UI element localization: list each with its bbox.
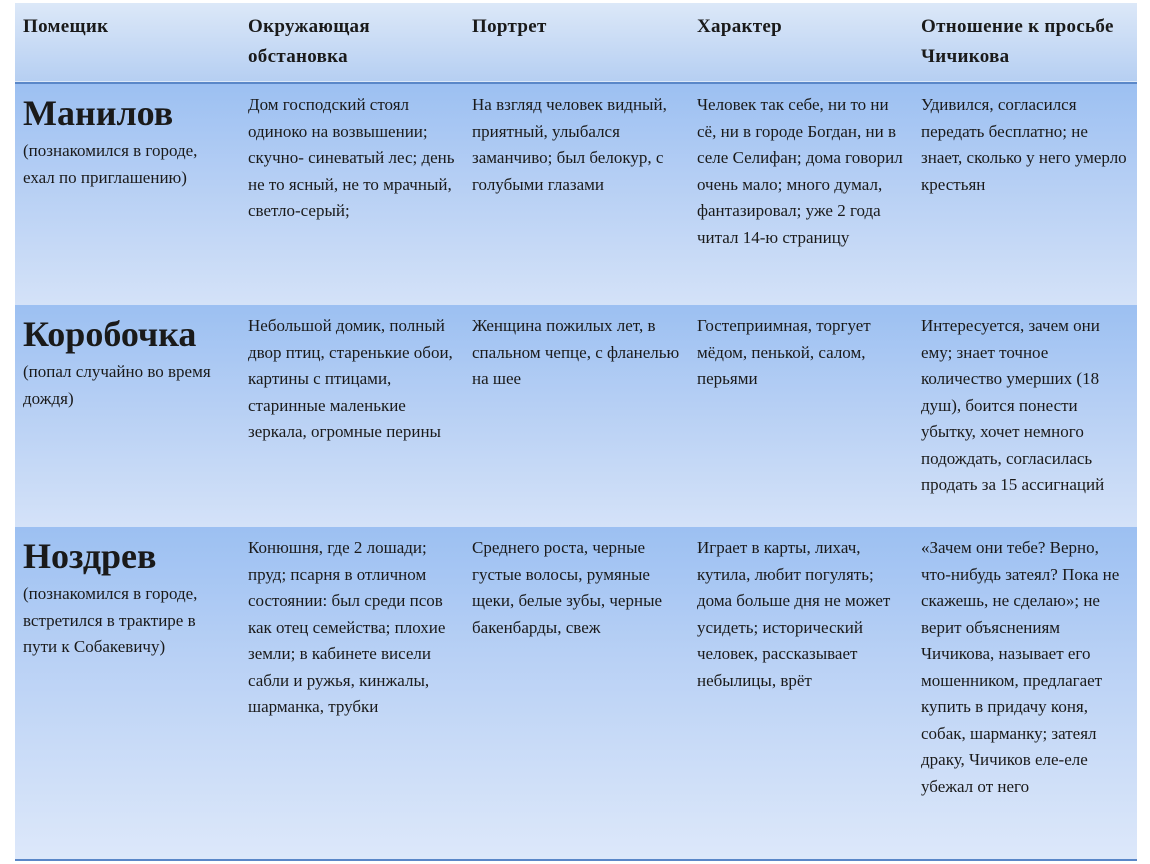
- landowner-name: Коробочка: [23, 314, 197, 354]
- header-portrait: Портрет: [472, 16, 547, 37]
- landowner-note: (познакомился в городе, встретился в трактире в пути к Собакевичу): [23, 584, 198, 656]
- cell-landowner: [15, 83, 240, 305]
- table-header: [15, 3, 1137, 83]
- cell-attitude: «Зачем они тебе? Верно, что-нибудь затеял? Пока не скажешь, не сделаю»; не верит объяснениям Чичикова, называет его мошенником, предлагает купить в придачу коня, собак, шарманку; затеял драку, Чичиков еле-еле убежал от него: [921, 538, 1120, 796]
- header-character: Характер: [697, 16, 782, 37]
- table-row-korobochka: [15, 305, 1137, 527]
- cell-character: Гостеприимная, торгует мёдом, пенькой, салом, перьями: [697, 316, 871, 388]
- cell-portrait: Среднего роста, черные густые волосы, румяные щеки, белые зубы, черные бакенбарды, свеж: [472, 538, 663, 637]
- cell-landowner: [15, 527, 240, 859]
- header-landowner: Помещик: [23, 16, 109, 37]
- cell-attitude: Интересуется, зачем они ему; знает точное количество умерших (18 душ), боится понести убытку, хочет немного подождать, согласилась продать за 15 ассигнаций: [921, 316, 1105, 494]
- table-row-nozdrev: [15, 527, 1137, 859]
- landowners-table-wrapper: [15, 3, 1137, 861]
- cell-landowner: [15, 305, 240, 527]
- cell-attitude: Удивился, согласился передать бесплатно; не знает, сколько у него умерло крестьян: [921, 95, 1127, 194]
- landowner-note: (попал случайно во время дождя): [23, 362, 211, 408]
- header-surroundings: Окружающая обстановка: [248, 16, 370, 67]
- cell-portrait: На взгляд человек видный, приятный, улыбался заманчиво; был белокур, с голубыми глазами: [472, 95, 667, 194]
- landowner-note: (познакомился в городе, ехал по приглашению): [23, 141, 198, 187]
- cell-portrait: Женщина пожилых лет, в спальном чепце, с фланелью на шее: [472, 316, 680, 388]
- table-body: [15, 83, 1137, 859]
- table-bottom-border: [15, 859, 1137, 861]
- cell-surroundings: Дом господский стоял одиноко на возвышении; скучно- синеватый лес; день не то ясный, не то мрачный, светло-серый;: [248, 95, 455, 220]
- header-row: [15, 3, 1137, 83]
- landowner-name: Манилов: [23, 93, 174, 133]
- table-row-manilov: [15, 83, 1137, 305]
- landowner-name: Ноздрев: [23, 536, 157, 576]
- header-attitude: Отношение к просьбе Чичикова: [921, 16, 1114, 67]
- cell-character: Играет в карты, лихач, кутила, любит погулять; дома больше дня не может усидеть; исторический человек, рассказывает небылицы, врёт: [697, 538, 891, 690]
- cell-surroundings: Конюшня, где 2 лошади; пруд; псарня в отличном состоянии: был среди псов как отец семейства; плохие земли; в кабинете висели сабли и ружья, кинжалы, шарманка, трубки: [248, 538, 446, 716]
- cell-character: Человек так себе, ни то ни сё, ни в городе Богдан, ни в селе Селифан; дома говорил очень мало; много думал, фантазировал; уже 2 года читал 14-ю страницу: [697, 95, 903, 247]
- cell-surroundings: Небольшой домик, полный двор птиц, старенькие обои, картины с птицами, старинные маленькие зеркала, огромные перины: [248, 316, 453, 441]
- landowners-table: [15, 3, 1137, 859]
